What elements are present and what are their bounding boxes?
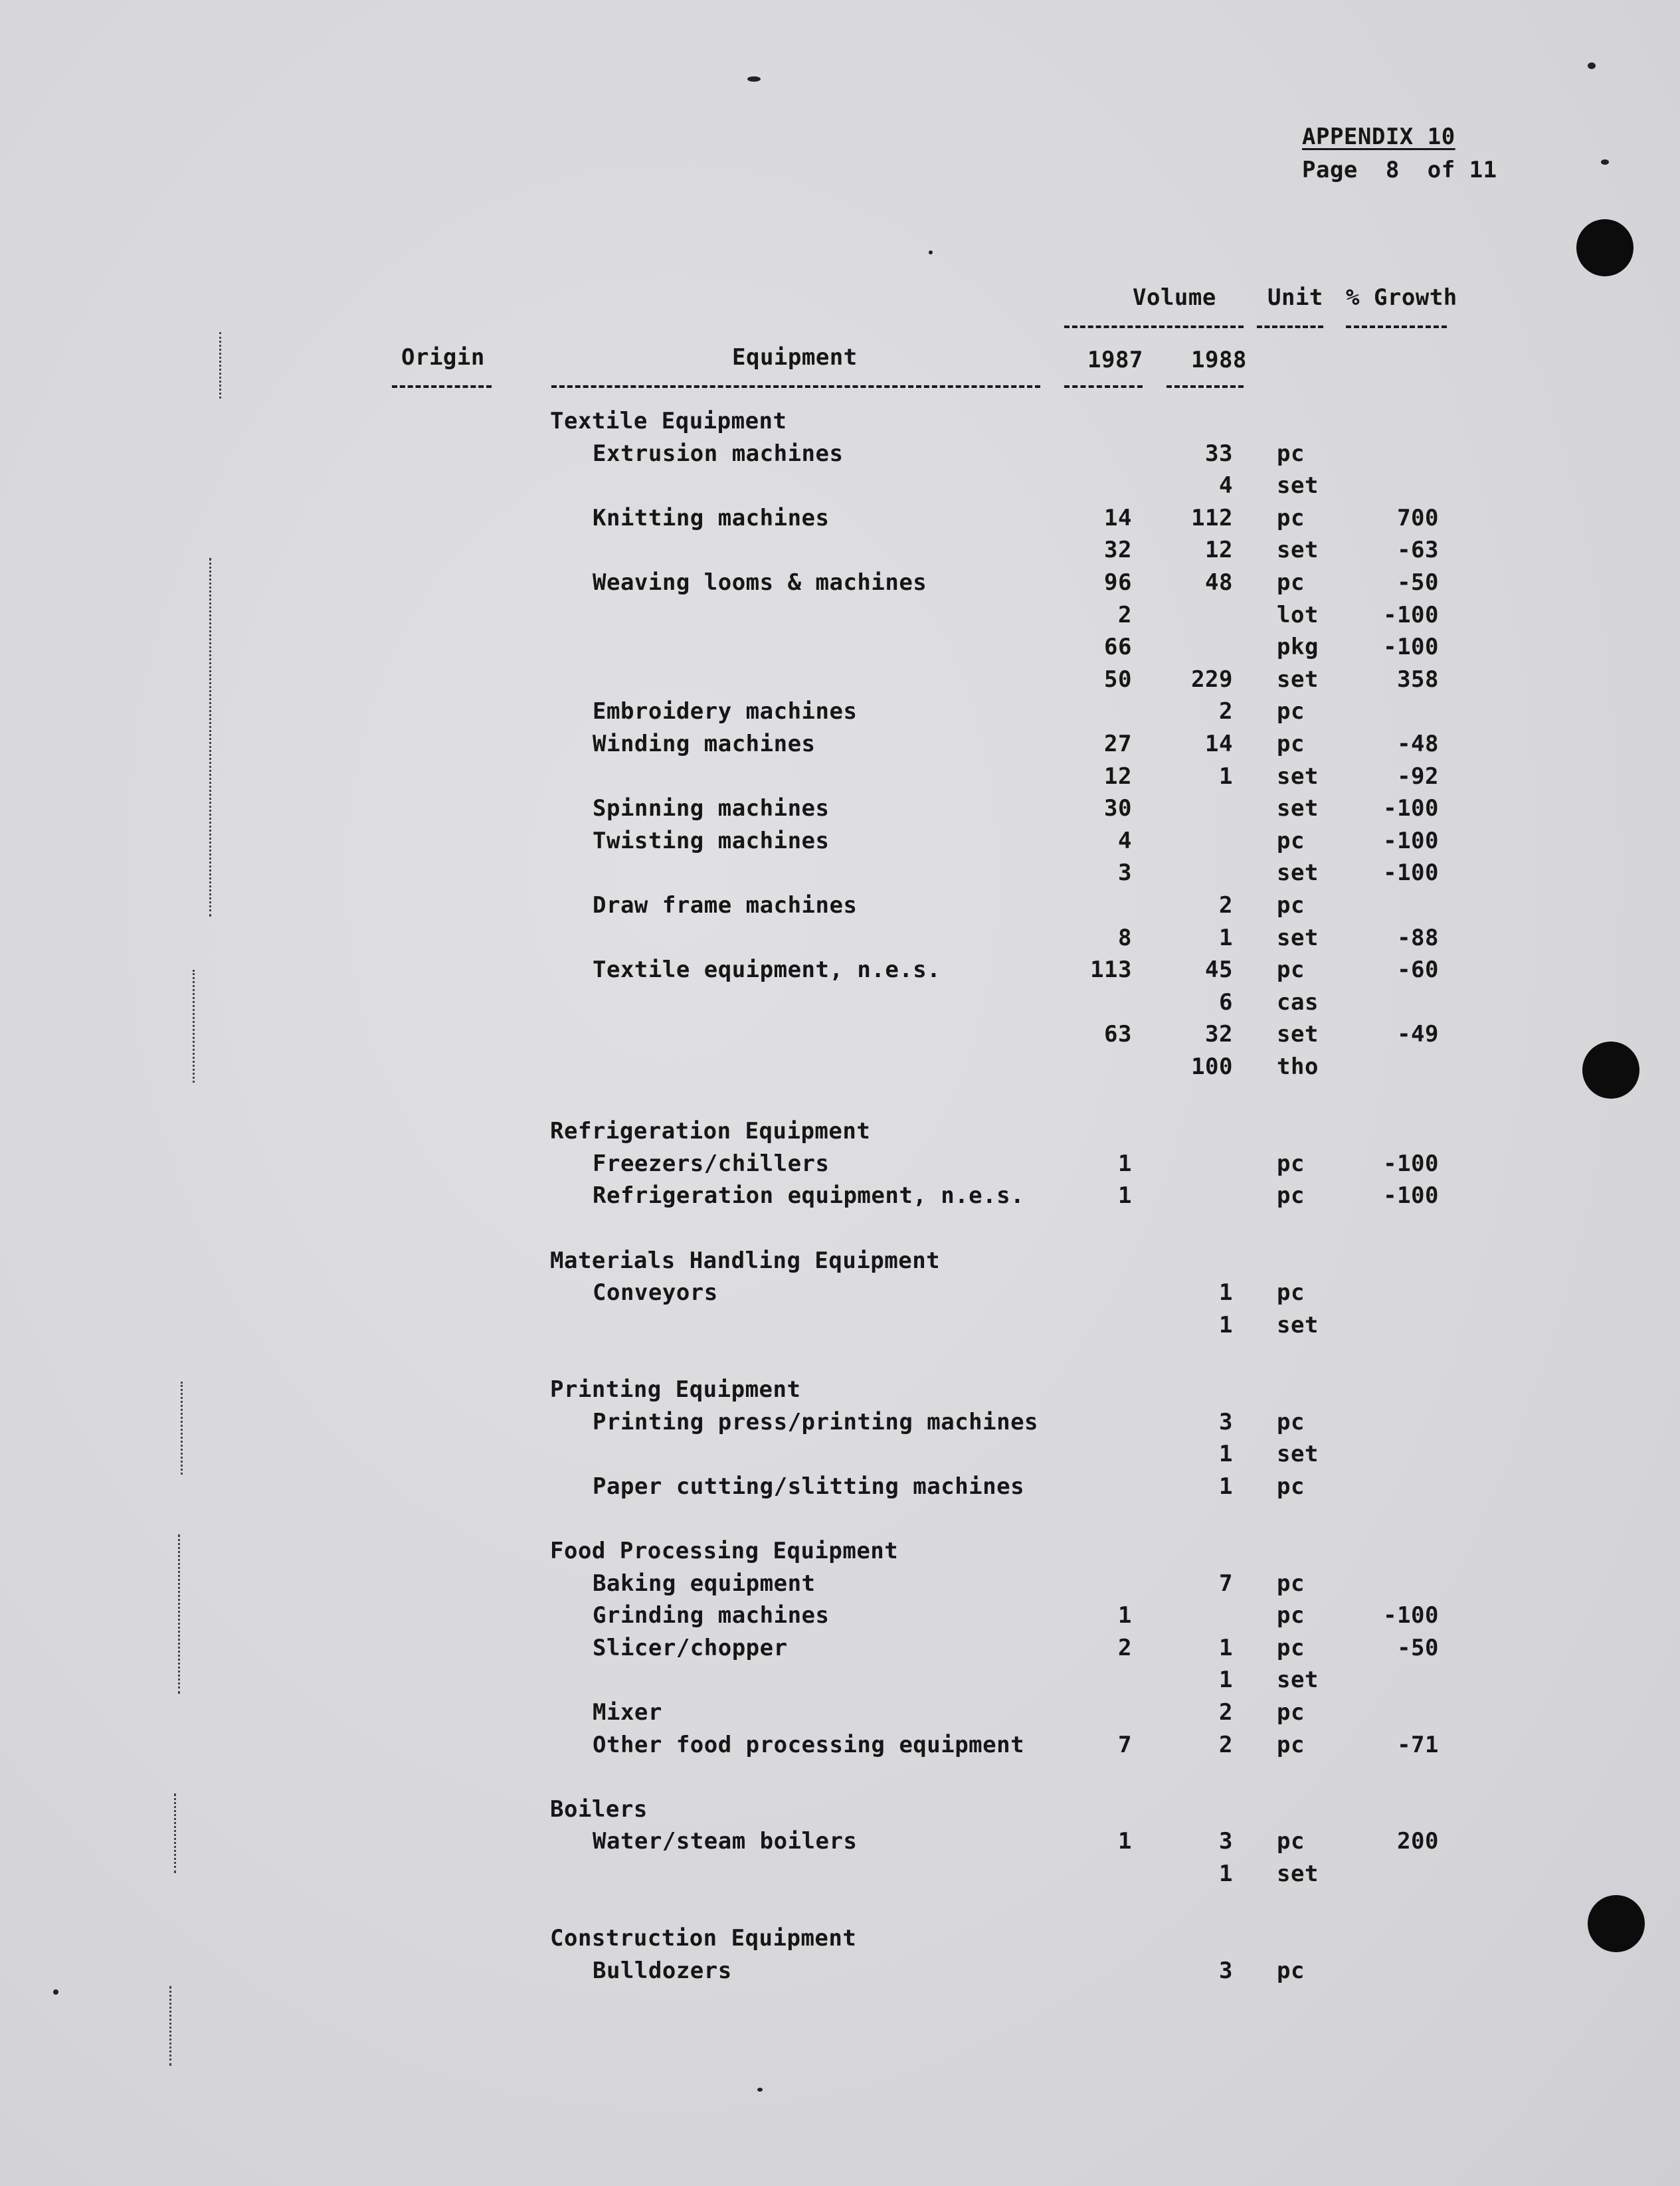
column-header-1988: 1988 <box>1191 347 1247 373</box>
category-heading: Materials Handling Equipment <box>550 1247 941 1274</box>
unit: pc <box>1277 828 1305 854</box>
column-header-origin: Origin <box>401 344 485 371</box>
growth-percent: -60 <box>1397 956 1439 983</box>
category-heading: Refrigeration Equipment <box>550 1118 871 1144</box>
volume-1988: 100 <box>1191 1053 1233 1080</box>
unit: pc <box>1277 1635 1305 1661</box>
column-header-volume: Volume <box>1133 284 1216 311</box>
volume-1988: 3 <box>1219 1958 1233 1984</box>
equipment-name: Textile equipment, n.e.s. <box>593 956 941 983</box>
unit: set <box>1277 1861 1319 1887</box>
rule-1988 <box>1167 385 1244 388</box>
category-heading: Food Processing Equipment <box>550 1538 899 1564</box>
volume-1987: 50 <box>1104 666 1132 693</box>
rule-volume <box>1064 325 1244 328</box>
category-heading: Construction Equipment <box>550 1925 857 1952</box>
equipment-name: Paper cutting/slitting machines <box>593 1473 1025 1500</box>
margin-mark <box>209 558 211 917</box>
equipment-name: Conveyors <box>593 1279 718 1306</box>
margin-mark <box>178 1534 180 1694</box>
volume-1988: 45 <box>1205 956 1233 983</box>
growth-percent: -100 <box>1383 860 1439 886</box>
unit: set <box>1277 472 1319 499</box>
volume-1988: 2 <box>1219 892 1233 919</box>
margin-mark <box>193 970 195 1083</box>
equipment-name: Grinding machines <box>593 1602 830 1629</box>
volume-1987: 32 <box>1104 537 1132 563</box>
equipment-name: Refrigeration equipment, n.e.s. <box>593 1182 1025 1209</box>
page-number: Page 8 of 11 <box>1302 157 1497 183</box>
volume-1988: 112 <box>1191 505 1233 531</box>
equipment-name: Draw frame machines <box>593 892 858 919</box>
punch-hole-top <box>1576 219 1633 276</box>
unit: set <box>1277 1021 1319 1047</box>
equipment-name: Printing press/printing machines <box>593 1409 1039 1435</box>
unit: lot <box>1277 602 1319 628</box>
speck <box>53 1989 58 1995</box>
unit: set <box>1277 666 1319 693</box>
punch-hole-bottom <box>1588 1895 1645 1952</box>
unit: pc <box>1277 1570 1305 1597</box>
unit: pc <box>1277 440 1305 467</box>
rule-growth <box>1346 325 1447 328</box>
volume-1987: 2 <box>1118 1635 1132 1661</box>
column-header-1987: 1987 <box>1087 347 1143 373</box>
volume-1988: 32 <box>1205 1021 1233 1047</box>
volume-1987: 30 <box>1104 795 1132 822</box>
growth-percent: -92 <box>1397 763 1439 790</box>
volume-1988: 2 <box>1219 1699 1233 1726</box>
growth-percent: 200 <box>1397 1828 1439 1855</box>
column-header-growth: % Growth <box>1346 284 1457 311</box>
growth-percent: -50 <box>1397 569 1439 596</box>
speck <box>929 250 933 254</box>
growth-percent: -88 <box>1397 925 1439 951</box>
unit: set <box>1277 537 1319 563</box>
rule-1987 <box>1064 385 1143 388</box>
category-heading: Textile Equipment <box>550 408 787 434</box>
growth-percent: -100 <box>1383 1182 1439 1209</box>
margin-mark <box>174 1793 176 1873</box>
margin-mark <box>169 1986 171 2066</box>
unit: pc <box>1277 1958 1305 1984</box>
volume-1987: 7 <box>1118 1732 1132 1758</box>
speck <box>747 76 761 82</box>
equipment-name: Twisting machines <box>593 828 830 854</box>
volume-1988: 1 <box>1219 1312 1233 1338</box>
unit: set <box>1277 925 1319 951</box>
unit: set <box>1277 795 1319 822</box>
unit: pc <box>1277 698 1305 725</box>
volume-1987: 113 <box>1090 956 1132 983</box>
volume-1987: 96 <box>1104 569 1132 596</box>
volume-1987: 14 <box>1104 505 1132 531</box>
category-heading: Boilers <box>550 1796 648 1823</box>
unit: pc <box>1277 731 1305 757</box>
volume-1987: 1 <box>1118 1602 1132 1629</box>
growth-percent: 358 <box>1397 666 1439 693</box>
equipment-name: Extrusion machines <box>593 440 844 467</box>
rule-unit <box>1257 325 1323 328</box>
equipment-name: Baking equipment <box>593 1570 816 1597</box>
equipment-name: Winding machines <box>593 731 816 757</box>
appendix-label: APPENDIX 10 <box>1302 124 1455 150</box>
unit: pc <box>1277 956 1305 983</box>
unit: pc <box>1277 569 1305 596</box>
volume-1988: 1 <box>1219 1667 1233 1693</box>
growth-percent: -100 <box>1383 795 1439 822</box>
equipment-name: Knitting machines <box>593 505 830 531</box>
speck <box>757 2088 763 2092</box>
unit: pc <box>1277 505 1305 531</box>
growth-percent: -71 <box>1397 1732 1439 1758</box>
unit: set <box>1277 1667 1319 1693</box>
growth-percent: -50 <box>1397 1635 1439 1661</box>
volume-1987: 3 <box>1118 860 1132 886</box>
unit: pc <box>1277 1732 1305 1758</box>
growth-percent: -100 <box>1383 602 1439 628</box>
volume-1988: 1 <box>1219 1861 1233 1887</box>
margin-mark <box>219 332 221 399</box>
column-header-unit: Unit <box>1267 284 1323 311</box>
volume-1988: 2 <box>1219 698 1233 725</box>
rule-origin <box>392 385 492 388</box>
volume-1987: 12 <box>1104 763 1132 790</box>
unit: pc <box>1277 1409 1305 1435</box>
equipment-name: Mixer <box>593 1699 662 1726</box>
volume-1987: 1 <box>1118 1828 1132 1855</box>
unit: pc <box>1277 1828 1305 1855</box>
unit: pc <box>1277 1699 1305 1726</box>
volume-1988: 3 <box>1219 1409 1233 1435</box>
volume-1988: 1 <box>1219 763 1233 790</box>
volume-1988: 1 <box>1219 925 1233 951</box>
growth-percent: -63 <box>1397 537 1439 563</box>
unit: cas <box>1277 989 1319 1016</box>
unit: pkg <box>1277 634 1319 660</box>
volume-1988: 1 <box>1219 1279 1233 1306</box>
growth-percent: -48 <box>1397 731 1439 757</box>
unit: pc <box>1277 1182 1305 1209</box>
unit: tho <box>1277 1053 1319 1080</box>
volume-1987: 27 <box>1104 731 1132 757</box>
growth-percent: -100 <box>1383 828 1439 854</box>
growth-percent: -100 <box>1383 634 1439 660</box>
column-header-equipment: Equipment <box>732 344 858 371</box>
unit: pc <box>1277 1150 1305 1177</box>
volume-1988: 4 <box>1219 472 1233 499</box>
volume-1987: 1 <box>1118 1150 1132 1177</box>
growth-percent: -100 <box>1383 1150 1439 1177</box>
speck <box>1601 159 1609 165</box>
equipment-name: Bulldozers <box>593 1958 732 1984</box>
volume-1987: 63 <box>1104 1021 1132 1047</box>
volume-1987: 66 <box>1104 634 1132 660</box>
volume-1987: 1 <box>1118 1182 1132 1209</box>
growth-percent: -100 <box>1383 1602 1439 1629</box>
margin-mark <box>181 1382 183 1475</box>
unit: set <box>1277 1312 1319 1338</box>
category-heading: Printing Equipment <box>550 1376 801 1403</box>
unit: pc <box>1277 1279 1305 1306</box>
growth-percent: 700 <box>1397 505 1439 531</box>
volume-1988: 12 <box>1205 537 1233 563</box>
equipment-name: Spinning machines <box>593 795 830 822</box>
rule-equipment <box>551 385 1040 388</box>
volume-1988: 14 <box>1205 731 1233 757</box>
unit: set <box>1277 860 1319 886</box>
volume-1988: 48 <box>1205 569 1233 596</box>
equipment-name: Weaving looms & machines <box>593 569 927 596</box>
equipment-name: Embroidery machines <box>593 698 858 725</box>
equipment-name: Water/steam boilers <box>593 1828 858 1855</box>
volume-1988: 1 <box>1219 1441 1233 1467</box>
unit: pc <box>1277 1473 1305 1500</box>
punch-hole-middle <box>1582 1042 1639 1099</box>
unit: pc <box>1277 892 1305 919</box>
volume-1988: 33 <box>1205 440 1233 467</box>
volume-1988: 1 <box>1219 1473 1233 1500</box>
volume-1988: 3 <box>1219 1828 1233 1855</box>
volume-1988: 6 <box>1219 989 1233 1016</box>
unit: set <box>1277 763 1319 790</box>
unit: set <box>1277 1441 1319 1467</box>
equipment-name: Other food processing equipment <box>593 1732 1025 1758</box>
unit: pc <box>1277 1602 1305 1629</box>
volume-1987: 8 <box>1118 925 1132 951</box>
volume-1988: 2 <box>1219 1732 1233 1758</box>
equipment-name: Slicer/chopper <box>593 1635 788 1661</box>
volume-1988: 1 <box>1219 1635 1233 1661</box>
growth-percent: -49 <box>1397 1021 1439 1047</box>
speck <box>1588 62 1596 69</box>
volume-1988: 7 <box>1219 1570 1233 1597</box>
equipment-name: Freezers/chillers <box>593 1150 830 1177</box>
volume-1988: 229 <box>1191 666 1233 693</box>
volume-1987: 2 <box>1118 602 1132 628</box>
volume-1987: 4 <box>1118 828 1132 854</box>
